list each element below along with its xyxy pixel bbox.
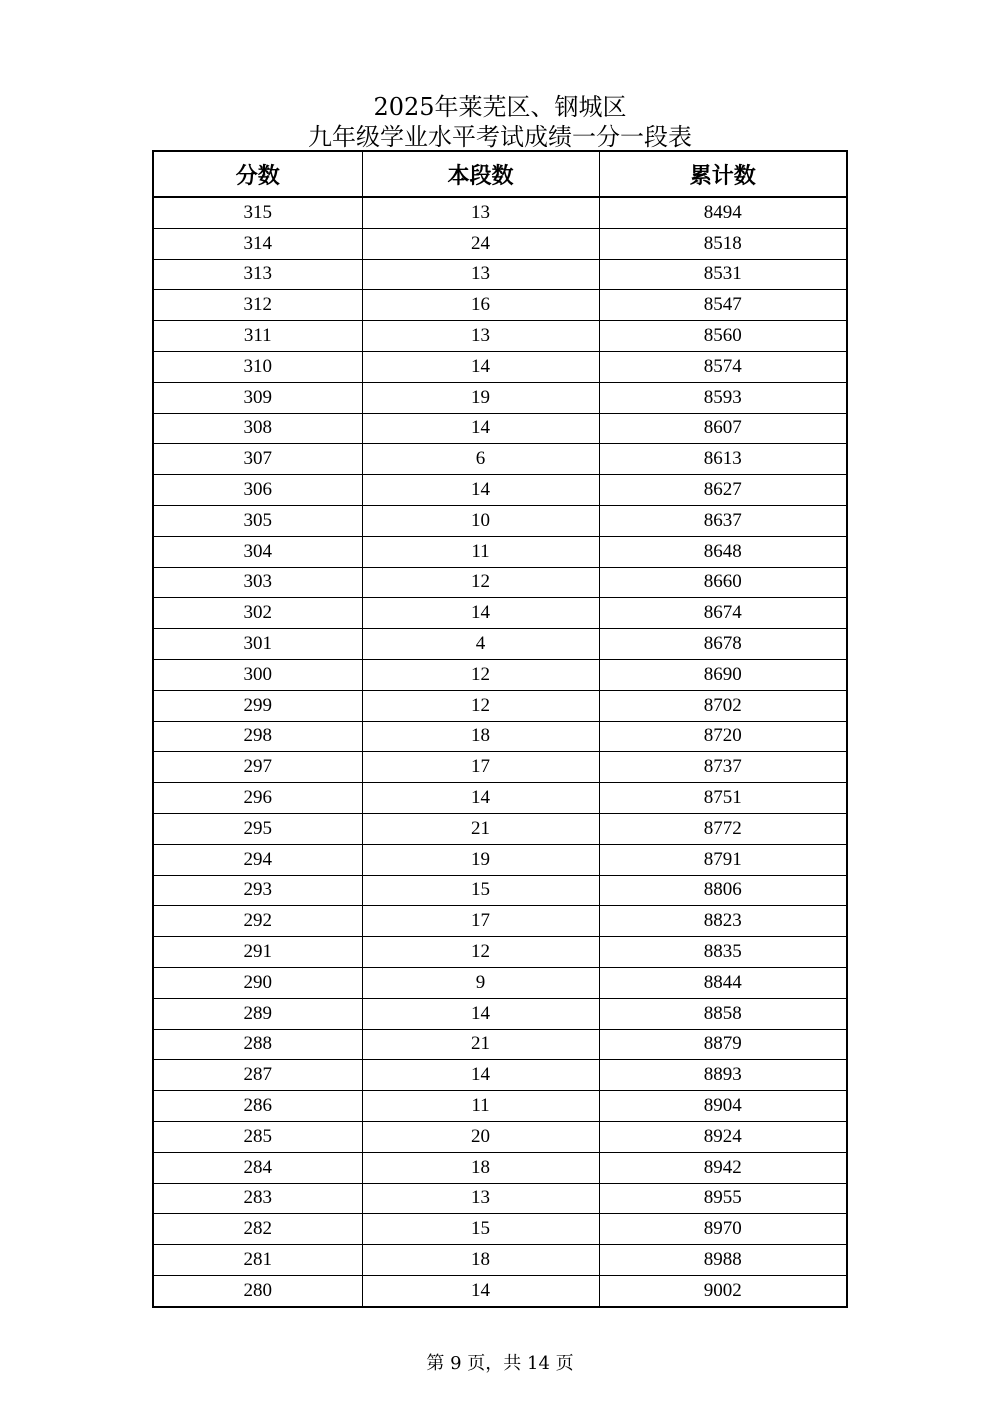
cell-segment-count: 9 bbox=[362, 967, 599, 998]
table-row bbox=[153, 321, 847, 352]
cell-cumulative-count: 8751 bbox=[599, 783, 847, 814]
cell-score: 291 bbox=[153, 937, 362, 968]
cell-segment-count: 14 bbox=[362, 783, 599, 814]
table-row bbox=[153, 290, 847, 321]
cell-score: 282 bbox=[153, 1214, 362, 1245]
cell-score: 292 bbox=[153, 906, 362, 937]
cell-score: 296 bbox=[153, 783, 362, 814]
cell-score: 283 bbox=[153, 1183, 362, 1214]
cell-cumulative-count: 8613 bbox=[599, 444, 847, 475]
cell-score: 301 bbox=[153, 629, 362, 660]
cell-score: 290 bbox=[153, 967, 362, 998]
score-distribution-table bbox=[152, 150, 848, 1308]
table-row bbox=[153, 937, 847, 968]
table-row bbox=[153, 1152, 847, 1183]
cell-segment-count: 12 bbox=[362, 567, 599, 598]
cell-segment-count: 15 bbox=[362, 1214, 599, 1245]
cell-score: 298 bbox=[153, 721, 362, 752]
cell-segment-count: 14 bbox=[362, 1275, 599, 1306]
cell-segment-count: 12 bbox=[362, 659, 599, 690]
table-row bbox=[153, 536, 847, 567]
cell-segment-count: 16 bbox=[362, 290, 599, 321]
cell-cumulative-count: 8955 bbox=[599, 1183, 847, 1214]
cell-cumulative-count: 8835 bbox=[599, 937, 847, 968]
cell-score: 307 bbox=[153, 444, 362, 475]
cell-cumulative-count: 8531 bbox=[599, 259, 847, 290]
table-row bbox=[153, 629, 847, 660]
cell-cumulative-count: 8879 bbox=[599, 1029, 847, 1060]
cell-cumulative-count: 8823 bbox=[599, 906, 847, 937]
table-row bbox=[153, 721, 847, 752]
cell-segment-count: 19 bbox=[362, 844, 599, 875]
cell-score: 281 bbox=[153, 1245, 362, 1276]
cell-score: 287 bbox=[153, 1060, 362, 1091]
cell-segment-count: 14 bbox=[362, 998, 599, 1029]
table-row bbox=[153, 197, 847, 228]
cell-cumulative-count: 8942 bbox=[599, 1152, 847, 1183]
cell-segment-count: 18 bbox=[362, 721, 599, 752]
cell-score: 300 bbox=[153, 659, 362, 690]
cell-segment-count: 11 bbox=[362, 1091, 599, 1122]
cell-cumulative-count: 8791 bbox=[599, 844, 847, 875]
cell-score: 294 bbox=[153, 844, 362, 875]
table-row bbox=[153, 1060, 847, 1091]
cell-segment-count: 17 bbox=[362, 906, 599, 937]
cell-score: 305 bbox=[153, 505, 362, 536]
cell-score: 315 bbox=[153, 197, 362, 228]
cell-cumulative-count: 8893 bbox=[599, 1060, 847, 1091]
cell-segment-count: 21 bbox=[362, 1029, 599, 1060]
table-row bbox=[153, 444, 847, 475]
table-row bbox=[153, 1245, 847, 1276]
table-row bbox=[153, 998, 847, 1029]
cell-cumulative-count: 8702 bbox=[599, 690, 847, 721]
cell-segment-count: 20 bbox=[362, 1121, 599, 1152]
cell-score: 285 bbox=[153, 1121, 362, 1152]
cell-segment-count: 15 bbox=[362, 875, 599, 906]
table-row bbox=[153, 875, 847, 906]
cell-cumulative-count: 8627 bbox=[599, 475, 847, 506]
document-title bbox=[0, 92, 1000, 152]
cell-score: 312 bbox=[153, 290, 362, 321]
table-row bbox=[153, 1091, 847, 1122]
cell-segment-count: 12 bbox=[362, 937, 599, 968]
cell-cumulative-count: 8637 bbox=[599, 505, 847, 536]
cell-cumulative-count: 8858 bbox=[599, 998, 847, 1029]
cell-score: 310 bbox=[153, 351, 362, 382]
table-row bbox=[153, 967, 847, 998]
cell-score: 289 bbox=[153, 998, 362, 1029]
table-row bbox=[153, 690, 847, 721]
cell-score: 286 bbox=[153, 1091, 362, 1122]
cell-cumulative-count: 9002 bbox=[599, 1275, 847, 1306]
cell-cumulative-count: 8660 bbox=[599, 567, 847, 598]
table-row bbox=[153, 413, 847, 444]
cell-cumulative-count: 8518 bbox=[599, 228, 847, 259]
cell-segment-count: 14 bbox=[362, 475, 599, 506]
cell-cumulative-count: 8690 bbox=[599, 659, 847, 690]
cell-score: 293 bbox=[153, 875, 362, 906]
cell-cumulative-count: 8607 bbox=[599, 413, 847, 444]
table-header bbox=[153, 151, 847, 197]
cell-score: 303 bbox=[153, 567, 362, 598]
cell-cumulative-count: 8924 bbox=[599, 1121, 847, 1152]
table-body bbox=[153, 197, 847, 1307]
cell-score: 313 bbox=[153, 259, 362, 290]
cell-segment-count: 18 bbox=[362, 1152, 599, 1183]
cell-segment-count: 14 bbox=[362, 413, 599, 444]
cell-segment-count: 13 bbox=[362, 1183, 599, 1214]
cell-segment-count: 4 bbox=[362, 629, 599, 660]
cell-score: 299 bbox=[153, 690, 362, 721]
cell-cumulative-count: 8844 bbox=[599, 967, 847, 998]
cell-score: 280 bbox=[153, 1275, 362, 1306]
title-line-1: 2025年莱芜区、钢城区 bbox=[373, 93, 627, 121]
table-row bbox=[153, 475, 847, 506]
table-row bbox=[153, 1029, 847, 1060]
cell-cumulative-count: 8547 bbox=[599, 290, 847, 321]
cell-cumulative-count: 8772 bbox=[599, 813, 847, 844]
header-score: 分数 bbox=[153, 151, 362, 197]
cell-segment-count: 13 bbox=[362, 259, 599, 290]
table-row bbox=[153, 813, 847, 844]
table-row bbox=[153, 659, 847, 690]
cell-segment-count: 18 bbox=[362, 1245, 599, 1276]
cell-cumulative-count: 8678 bbox=[599, 629, 847, 660]
cell-cumulative-count: 8720 bbox=[599, 721, 847, 752]
cell-score: 288 bbox=[153, 1029, 362, 1060]
cell-score: 304 bbox=[153, 536, 362, 567]
table-row bbox=[153, 1121, 847, 1152]
table-row bbox=[153, 1183, 847, 1214]
cell-cumulative-count: 8806 bbox=[599, 875, 847, 906]
cell-cumulative-count: 8574 bbox=[599, 351, 847, 382]
table-row bbox=[153, 844, 847, 875]
header-cumulative-count: 累计数 bbox=[599, 151, 847, 197]
cell-cumulative-count: 8988 bbox=[599, 1245, 847, 1276]
cell-segment-count: 14 bbox=[362, 1060, 599, 1091]
cell-cumulative-count: 8560 bbox=[599, 321, 847, 352]
cell-cumulative-count: 8494 bbox=[599, 197, 847, 228]
cell-cumulative-count: 8904 bbox=[599, 1091, 847, 1122]
cell-cumulative-count: 8648 bbox=[599, 536, 847, 567]
cell-segment-count: 24 bbox=[362, 228, 599, 259]
cell-score: 306 bbox=[153, 475, 362, 506]
cell-segment-count: 21 bbox=[362, 813, 599, 844]
cell-segment-count: 6 bbox=[362, 444, 599, 475]
cell-score: 284 bbox=[153, 1152, 362, 1183]
cell-segment-count: 17 bbox=[362, 752, 599, 783]
table-row bbox=[153, 1214, 847, 1245]
cell-segment-count: 12 bbox=[362, 690, 599, 721]
header-row bbox=[153, 151, 847, 197]
table-row bbox=[153, 505, 847, 536]
table-row bbox=[153, 259, 847, 290]
cell-score: 309 bbox=[153, 382, 362, 413]
table-row bbox=[153, 567, 847, 598]
cell-score: 311 bbox=[153, 321, 362, 352]
cell-segment-count: 10 bbox=[362, 505, 599, 536]
cell-segment-count: 13 bbox=[362, 321, 599, 352]
cell-score: 314 bbox=[153, 228, 362, 259]
cell-score: 297 bbox=[153, 752, 362, 783]
cell-score: 308 bbox=[153, 413, 362, 444]
cell-segment-count: 19 bbox=[362, 382, 599, 413]
title-line-2: 九年级学业水平考试成绩一分一段表 bbox=[308, 123, 692, 151]
cell-cumulative-count: 8674 bbox=[599, 598, 847, 629]
cell-cumulative-count: 8737 bbox=[599, 752, 847, 783]
cell-segment-count: 11 bbox=[362, 536, 599, 567]
cell-cumulative-count: 8593 bbox=[599, 382, 847, 413]
table-row bbox=[153, 752, 847, 783]
cell-score: 302 bbox=[153, 598, 362, 629]
table-row bbox=[153, 351, 847, 382]
cell-segment-count: 14 bbox=[362, 351, 599, 382]
table-row bbox=[153, 1275, 847, 1306]
header-segment-count: 本段数 bbox=[362, 151, 599, 197]
table-row bbox=[153, 598, 847, 629]
table-row bbox=[153, 783, 847, 814]
table-row bbox=[153, 382, 847, 413]
cell-segment-count: 14 bbox=[362, 598, 599, 629]
cell-segment-count: 13 bbox=[362, 197, 599, 228]
cell-score: 295 bbox=[153, 813, 362, 844]
page-footer: 第 9 页，共 14 页 bbox=[426, 1353, 574, 1374]
table-row bbox=[153, 228, 847, 259]
table-row bbox=[153, 906, 847, 937]
cell-cumulative-count: 8970 bbox=[599, 1214, 847, 1245]
